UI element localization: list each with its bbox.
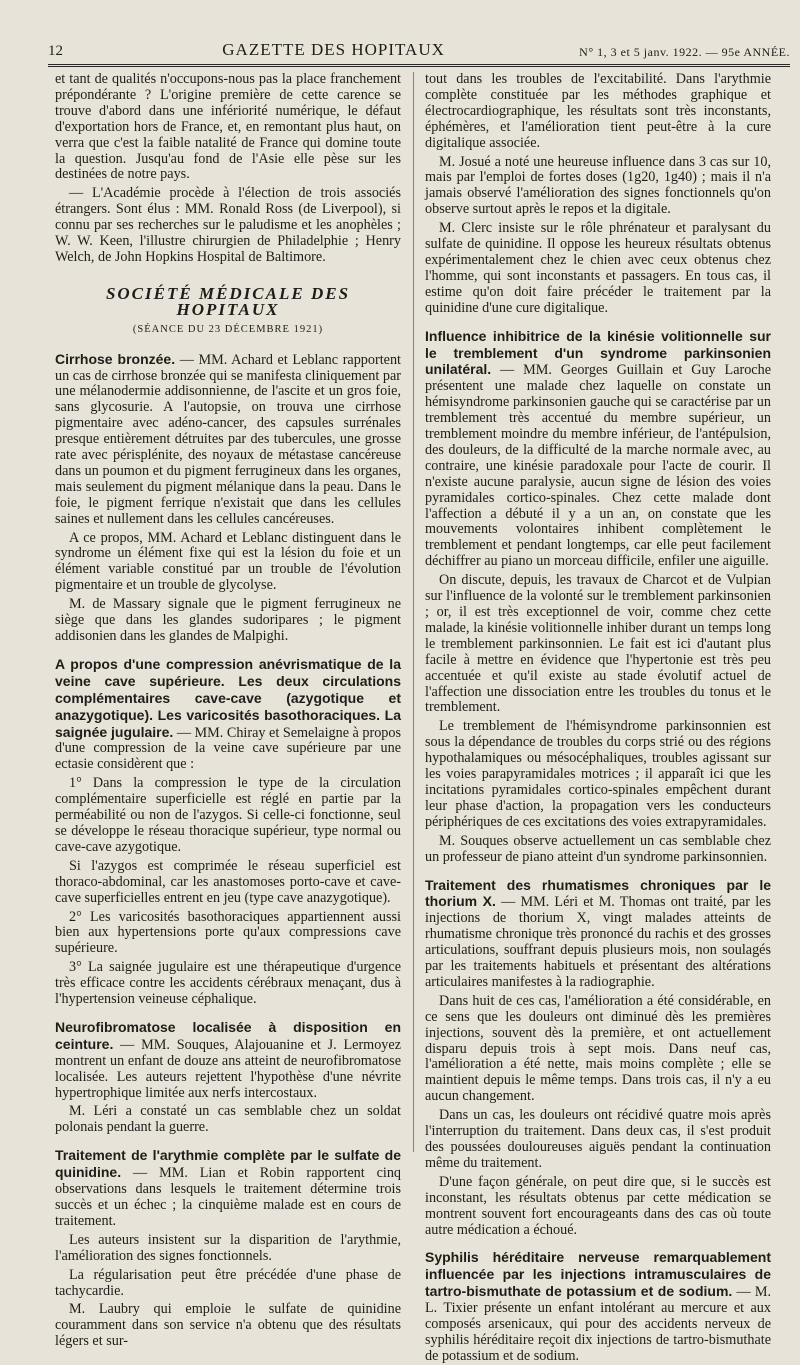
article-lead xyxy=(55,1020,401,1102)
article-paragraph: M. de Massary signale que le pigment ferrugineux ne siège que dans les glandes sudoripares ; le pigment addisonien dans les glandes de Malpighi. xyxy=(55,596,401,644)
article-title: Cirrhose bronzée. xyxy=(55,350,176,367)
article xyxy=(425,1250,771,1364)
article-lead xyxy=(55,1148,401,1230)
intro-paragraph: M. Clerc insiste sur le rôle phrénateur et paralysant du sulfate de quinidine. Il oppose les heureux résultats obtenus expérimentalement chez le chien avec ceux obtenus chez l'homme, qui sont inconstants et passagers. En tous cas, il estime qu'on doit faire précéder le traitement par la quinidine d'une cure digitalique. xyxy=(425,220,771,316)
article xyxy=(55,1148,401,1350)
article xyxy=(55,352,401,645)
article-text: — MM. Lian et Robin rapportent cinq observations dans lesquels le traitement détermine trois succès et un échec ; la cinquième malade est en cours de traitement. xyxy=(55,1165,402,1229)
intro-paragraph: et tant de qualités n'occupons-nous pas la place franchement prépondérante ? L'origine première de cette carence se trouve d'abord dans une infériorité numérique, le défaut d'exportation hors de France, et, en remontant plus haut, on verra que c'est la faible natalité de France qui domine toute la question. Jusqu'au fond de l'Asie elle pèse sur les destinées de notre pays. xyxy=(55,71,401,183)
column-divider xyxy=(413,72,414,1152)
article-title: Traitement des rhumatismes chroniques par le thorium X. xyxy=(425,876,771,910)
section-subtitle: (SÉANCE DU 23 DÉCEMBRE 1921) xyxy=(132,323,324,335)
intro-paragraph: — L'Académie procède à l'élection de trois associés étrangers. Sont élus : MM. Ronald Ross (de Liverpool), si connu par ses recherches sur le paludisme et les anophèles ; W. W. Keen, l'illustre chirurgien de Philadelphie ; Henry Welch, de John Hopkins Hospital de Baltimore. xyxy=(55,185,401,265)
article-title: Influence inhibitrice de la kinésie volitionnelle sur le tremblement d'un syndrome parkinsonien unilatéral. xyxy=(425,327,771,378)
article-title: Neurofibromatose localisée à disposition en ceinture. xyxy=(55,1018,401,1052)
article-paragraph: La régularisation peut être précédée d'une phase de tachycardie. xyxy=(55,1266,401,1299)
article-paragraph: Le tremblement de l'hémisyndrome parkinsonnien est sous la dépendance de troubles du corps strié ou des régions hypothalamiques ou mésocéphaliques, troubles agissant sur les voies parapyramidales motrices ; il apparaît ici que les incitations pyramidales cortico-spinales empêchent durant leur phase d'action, la propagation vers les conducteurs périphériques de ces excitations des voies extrapyramidales. xyxy=(425,718,771,830)
intro-paragraph: M. Josué a noté une heureuse influence dans 3 cas sur 10, mais par l'emploi de fortes doses (1g20, 1g40) ; mais il n'a jamais observé l'amélioration des signes fonctionnels qu'on observe surtout après le repos et la digitale. xyxy=(425,153,771,218)
section-title: SOCIÉTÉ MÉDICALE DES HOPITAUX xyxy=(105,283,351,319)
page-number: 12 xyxy=(48,43,63,59)
article-paragraph: On discute, depuis, les travaux de Charcot et de Vulpian sur l'influence de la volonté sur le tremblement parkinsonien ; or, il est très exceptionnel de voir, comme chez cette malade, la kinésie volitionnelle inhiber durant un temps long le tremblement parkinsonnien. Le fait est ici d'autant plus facile à mettre en évidence que l'hypertonie est très peu accentuée et qu'il existe au stade évolutif actuel de l'affection une dissociation entre les troubles du tonus et le tremblement. xyxy=(425,572,771,716)
article-lead xyxy=(55,352,401,528)
page-header xyxy=(48,30,790,67)
article-paragraph: A ce propos, MM. Achard et Leblanc distinguent dans le syndrome un élément fixe qui est la lésion du foie et un élément variable constitué par un trouble de l'évolution pigmentaire et un trouble de glycolyse. xyxy=(55,529,401,594)
article-text: — MM. Souques, Alajouanine et J. Lermoyez montrent un enfant de douze ans atteint de neurofibromatose localisée. Les auteurs rejettent l'hypothèse d'une névrite hypertrophique limitée aux nerfs intercostaux. xyxy=(55,1036,401,1101)
article-text: — M. L. Tixier présente un enfant intolérant au mercure et aux composés arsenicaux, qui pour des accidents nerveux de syphilis héréditaire reçoit dix injections de tartro-bismuthate de potassium et de sodium. xyxy=(425,1284,772,1364)
article-paragraph: 1° Dans la compression le type de la circulation complémentaire superficielle est réglé en partie par la perméabilité ou non de l'azygos. Si celle-ci fonctionne, seul se développe le réseau thoracique supérieur, type normal ou cave-cave azygotique. xyxy=(55,775,401,855)
article-title: Traitement de l'arythmie complète par le sulfate de quinidine. xyxy=(55,1147,401,1181)
right-column xyxy=(425,71,772,1364)
article-paragraph: D'une façon générale, on peut dire que, si le succès est inconstant, les résultats obtenus par cette médication se montrent souvent fort encourageants dans des cas où toute autre médication a échoué. xyxy=(425,1173,771,1238)
article-lead xyxy=(425,329,771,571)
article-lead xyxy=(55,657,401,773)
article-paragraph: M. Souques observe actuellement un cas semblable chez un professeur de piano atteint d'un syndrome parkinsonnien. xyxy=(425,832,771,865)
article-paragraph: M. Léri a constaté un cas semblable chez un soldat polonais pendant la guerre. xyxy=(55,1103,401,1136)
article-lead xyxy=(425,1250,771,1364)
article-paragraph: 3° La saignée jugulaire est une thérapeutique d'urgence très efficace contre les accidents cérébraux menaçant, dus à l'hypertension veineuse céphalique. xyxy=(55,959,401,1008)
article-title: Syphilis héréditaire nerveuse remarquablement influencée par les injections intramusculaires de tartro-bismuthate de potassium et de sodium. xyxy=(425,1249,771,1300)
article-title: A propos d'une compression anévrismatique de la veine cave supérieure. Les deux circulations complémentaires cave-cave (azygotique et anazygotique). Les varicosités basothoraciques. La saignée jugulaire. xyxy=(55,655,401,740)
article xyxy=(55,657,401,1008)
article xyxy=(55,1020,401,1136)
article-paragraph: Dans un cas, les douleurs ont récidivé quatre mois après l'interruption du traitement. Dans deux cas, il s'est produit des poussées douloureuses aiguës pendant la continuation même du traitement. xyxy=(425,1107,771,1171)
intro-paragraph: tout dans les troubles de l'excitabilité. Dans l'arythmie complète constituée par les méthodes graphique et électrocardiographique, les résultats sont très inconstants, éphémères, et l'amélioration tient peut-être à la cure digitalique associée. xyxy=(425,71,771,151)
article-paragraph: Dans huit de ces cas, l'amélioration a été considérable, en ce sens que les douleurs ont diminué dès les premières injections, souvent dès la première, et ont actuellement disparu depuis trois à sept mois. Dans neuf cas, l'amélioration a été nette, mais moins complète ; elle se maintient depuis le même temps. Dans trois cas, il n'y a eu aucun changement. xyxy=(425,992,771,1105)
issue-info: N° 1, 3 et 5 janv. 1922. — 95e ANNÉE. xyxy=(579,45,790,59)
article-text: — MM. Chiray et Semelaigne à propos d'une compression de la veine cave supérieure par une ectasie considèrent que : xyxy=(55,724,402,773)
journal-title: GAZETTE DES HOPITAUX xyxy=(222,40,445,59)
left-column xyxy=(55,71,402,1350)
article-text: — MM. Achard et Leblanc rapportent un cas de cirrhose bronzée qui se manifesta cliniquement par une mélanodermie addisonnienne, de l'ascite et un gros foie, sans glycosurie. A l'autopsie, on trouva une cirrhose pigmentaire avec adéno-cancer, des capsules surrénales presque entièrement détruites par des tubercules, une grosse rate avec périsplénite, des noyaux de métastase cancéreuse dans un poumon et du pigment ferrugineux dans les organes, mais seulement du pigment mélanique dans la peau. Dans le foie, le pigment ferrique n'existait que dans les cellules saines et nullement dans les cellules cancéreuses. xyxy=(55,351,401,527)
article-text: — MM. Léri et M. Thomas ont traité, par les injections de thorium X, vingt malades atteints de rhumatisme chronique très prononcé du rachis et des grosses articulations, souffrant depuis plusieurs mois, non soulagés par les traitements habituels et présentant des altérations articulaires manifestes à la radiographie. xyxy=(425,894,771,990)
article xyxy=(425,329,771,866)
article-paragraph: Si l'azygos est comprimée le réseau superficiel est thoraco-abdominal, car les anastomoses porto-cave et cave-cave superficielles entrent en jeu (type cave anazygotique). xyxy=(55,857,401,906)
article-paragraph: Les auteurs insistent sur la disparition de l'arythmie, l'amélioration des signes fonctionnels. xyxy=(55,1231,401,1264)
article-text: — MM. Georges Guillain et Guy Laroche présentent une malade chez laquelle on constate un hémisyndrome parkinsonien gauche qui se caractérise par un tremblement très accentué du membre supérieur, un tremblement moindre du membre inférieur, de l'antépulsion, des douleurs, de la difficulté de la marche normale avec, au contraire, une kinésie paradoxale pour l'acte de courir. Il n'existe aucune paralysie, aucun signe de lésion des voies pyramidales cortico-spinales. Chez cette malade dont l'affection a débuté il y a un an, on constate que les mouvements volontaires inhibent complètement le tremblement et pendant longtemps, car elle peut facilement déchiffrer au piano un morceau difficile, enfiler une aiguille. xyxy=(425,362,771,570)
article-paragraph: M. Laubry qui emploie le sulfate de quinidine couramment dans son service n'a obtenu que des résultats légers et sur- xyxy=(55,1301,401,1350)
article-paragraph: 2° Les varicosités basothoraciques appartiennent aussi bien aux hypertensions porte qu'aux compressions cave supérieure. xyxy=(55,908,401,957)
article-lead xyxy=(425,878,771,991)
article xyxy=(425,878,771,1239)
